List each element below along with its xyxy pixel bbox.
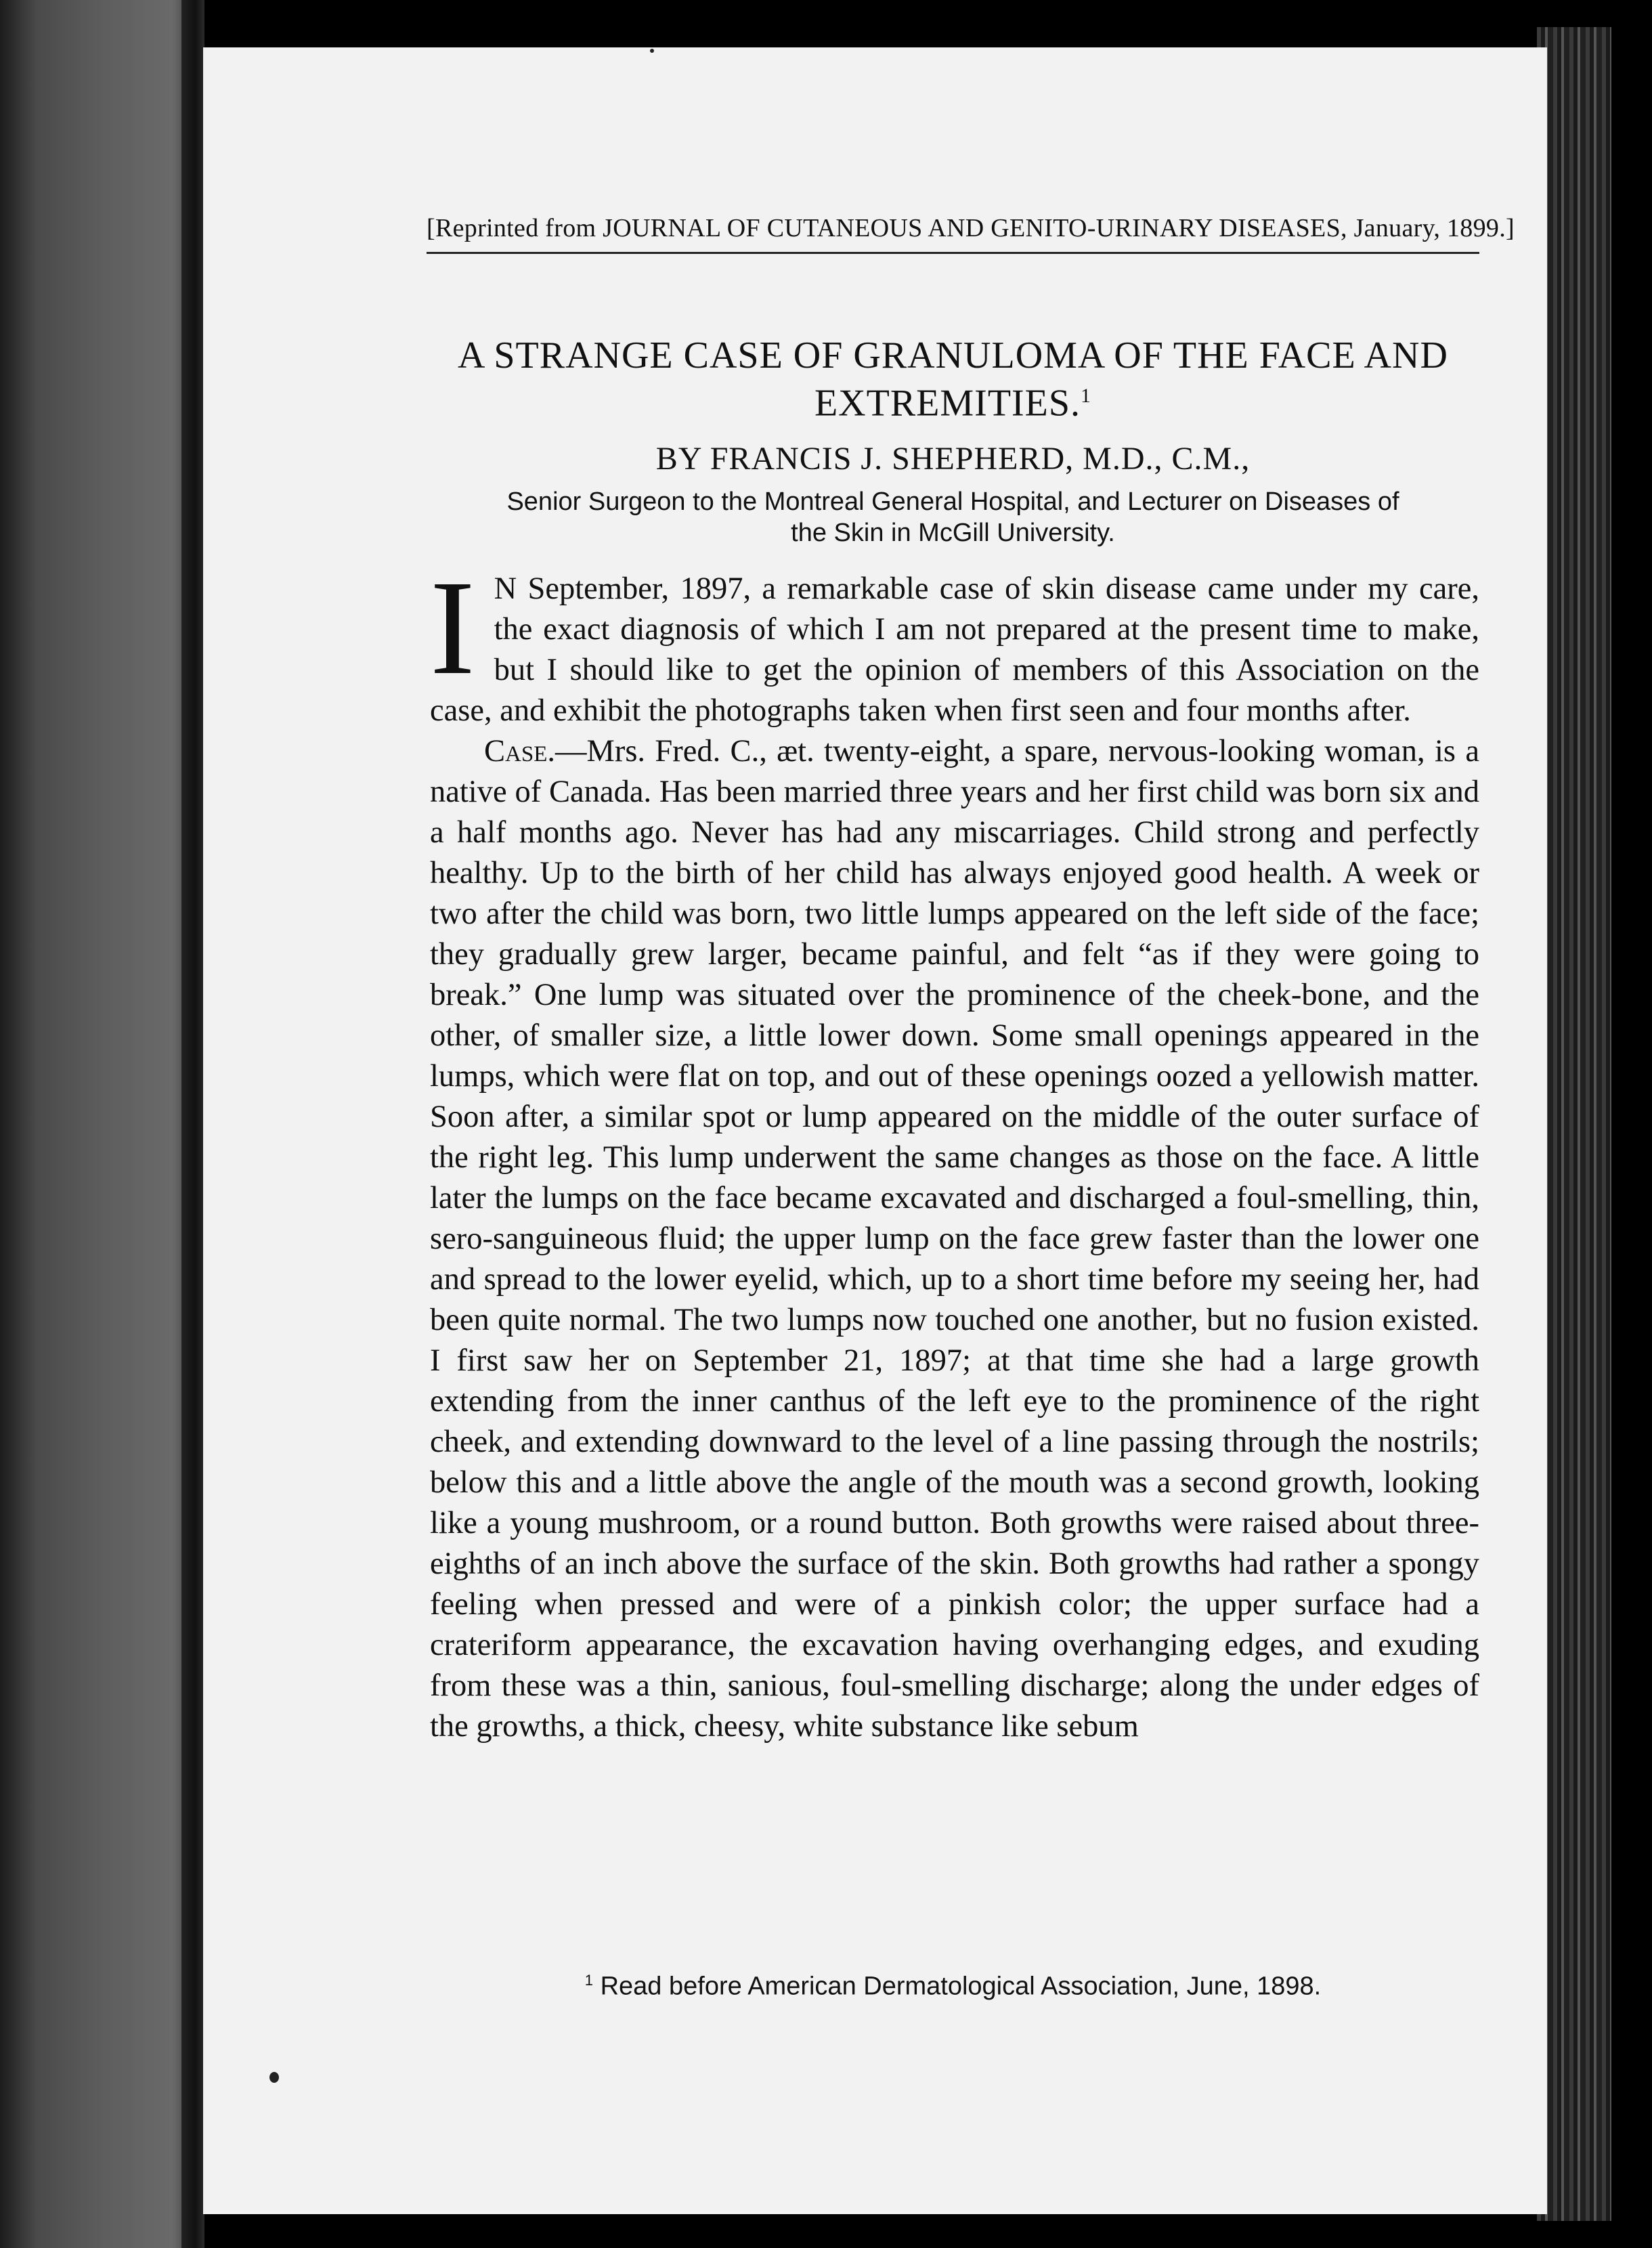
author-byline: BY FRANCIS J. SHEPHERD, M.D., C.M.,	[655, 441, 1251, 477]
book-gutter	[0, 0, 203, 2248]
footnote-mark: 1	[584, 1972, 594, 1989]
title-footnote-mark: 1	[1081, 385, 1092, 407]
gutter-shadow	[181, 0, 204, 2248]
footnote-text: Read before American Dermatological Association, June, 1898.	[600, 1972, 1322, 2001]
ink-speck	[269, 2072, 279, 2083]
paragraph-1	[430, 553, 1479, 731]
reprint-header: [Reprinted from JOURNAL OF CUTANEOUS AND GENITO-URINARY DISEASES, January, 1899.]	[427, 214, 1515, 242]
header-rule	[427, 252, 1479, 254]
page-edges	[1537, 27, 1611, 2221]
paragraph-2	[430, 731, 1479, 1747]
drop-cap: I	[430, 553, 475, 703]
footnote	[427, 1972, 1479, 2002]
case-label: Case.	[484, 734, 555, 769]
article-title	[427, 335, 1479, 424]
affiliation-line-1: Senior Surgeon to the Montreal General Hospital, and Lecturer on Diseases of	[506, 488, 1399, 516]
article-body	[430, 553, 1479, 1747]
affiliation-line-2: the Skin in McGill University.	[791, 519, 1115, 547]
article-title-text: A STRANGE CASE OF GRANULOMA OF THE FACE AND EXTREMITIES.	[458, 334, 1448, 425]
paragraph-2-text: —Mrs. Fred. C., æt. twenty-eight, a spare, nervous-looking woman, is a native of Canada. Has been married three years and her first child was born six and a half months ago. Never has had any miscarriages. Child strong and perfectly healthy. Up to the birth of her child has always enjoyed good health. A week or two after the child was born, two little lumps appeared on the left side of the face; they gradually grew larger, became painful, and felt “as if they were going to break.” One lump was situated over the prominence of the cheek-bone, and the other, of smaller size, a little lower down. Some small openings appeared in the lumps, which were flat on top, and out of these openings oozed a yellowish matter. Soon after, a similar spot or lump appeared on the middle of the outer surface of the right leg. This lump underwent the same changes as those on the face. A little later the lumps on the face became excavated and discharged a foul-smelling, thin, sero-sanguineous fluid; the upper lump on the face grew faster than the lower one and spread to the lower eyelid, which, up to a short time before my seeing her, had been quite normal. The two lumps now touched one another, but no fusion existed. I first saw her on September 21, 1897; at that time she had a large growth extending from the inner canthus of the left eye to the prominence of the right cheek, and extending downward to the level of a line passing through the nostrils; below this and a little above the angle of the mouth was a second growth, looking like a young mushroom, or a round button. Both growths were raised about three-eighths of an inch above the surface of the skin. Both growths had rather a spongy feeling when pressed and were of a pinkish color; the upper surface had a crateriform appearance, the excavation having overhanging edges, and exuding from these was a thin, sanious, foul-smelling discharge; along the under edges of the growths, a thick, cheesy, white substance like sebum	[430, 734, 1479, 1744]
author-affiliation	[427, 486, 1479, 548]
ink-speck	[650, 49, 654, 53]
paragraph-1-text: N September, 1897, a remarkable case of skin disease came under my care, the exact diagnosis of which I am not prepared at the present time to make, but I should like to get the opinion of members of this Association on the case, and exhibit the photographs taken when first seen and four months after.	[430, 571, 1479, 728]
